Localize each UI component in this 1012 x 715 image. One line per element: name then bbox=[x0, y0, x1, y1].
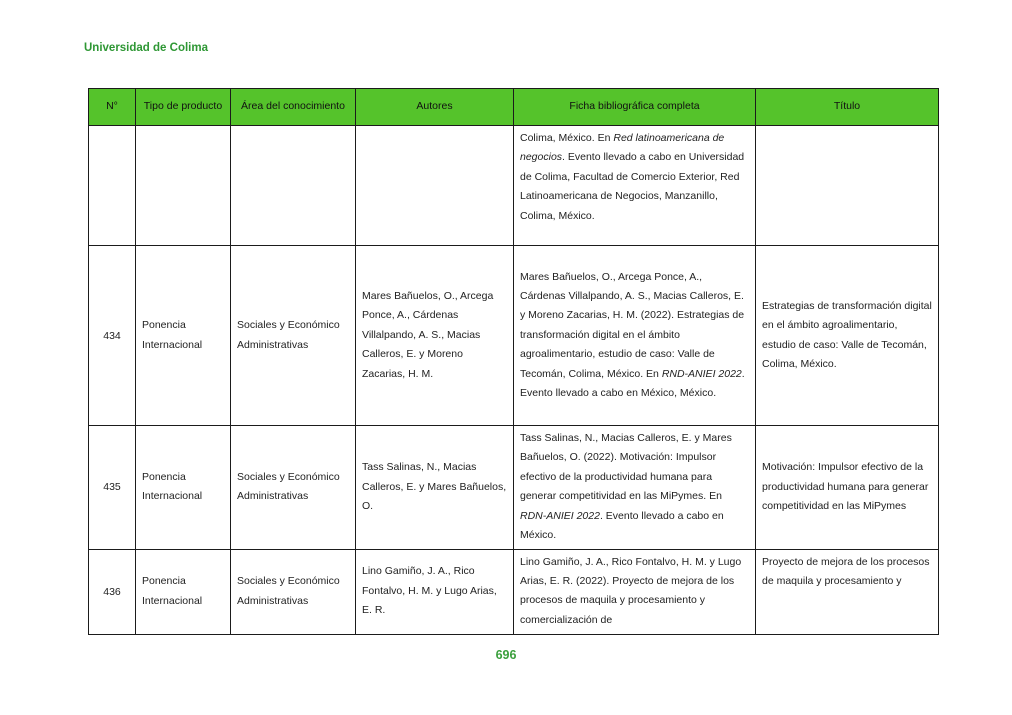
table-row-435 bbox=[89, 426, 939, 550]
cell-area: Sociales y Económico Administrativas bbox=[231, 549, 356, 634]
cell-titulo: Proyecto de mejora de los procesos de maquila y procesamiento y bbox=[756, 549, 939, 634]
cell-autores bbox=[356, 126, 514, 246]
cell-num bbox=[89, 126, 136, 246]
column-header-autores: Autores bbox=[356, 89, 514, 126]
column-header-area: Área del conocimiento bbox=[231, 89, 356, 126]
table-header-row bbox=[89, 89, 939, 126]
column-header-ficha: Ficha bibliográfica completa bbox=[514, 89, 756, 126]
table-row-434 bbox=[89, 246, 939, 426]
cell-area bbox=[231, 126, 356, 246]
cell-num: 436 bbox=[89, 549, 136, 634]
cell-ficha: Tass Salinas, N., Macias Calleros, E. y Mares Bañuelos, O. (2022). Motivación: Impulsor efectivo de la productividad humana para generar competitividad en las MiPymes. En RDN-ANIEI 2022. Evento llevado a cabo en México. bbox=[514, 426, 756, 550]
table-row-continuation bbox=[89, 126, 939, 246]
cell-tipo bbox=[136, 126, 231, 246]
cell-area: Sociales y Económico Administrativas bbox=[231, 246, 356, 426]
cell-autores: Lino Gamiño, J. A., Rico Fontalvo, H. M. y Lugo Arias, E. R. bbox=[356, 549, 514, 634]
cell-titulo: Motivación: Impulsor efectivo de la productividad humana para generar competitividad en las MiPymes bbox=[756, 426, 939, 550]
cell-autores: Mares Bañuelos, O., Arcega Ponce, A., Cárdenas Villalpando, A. S., Macias Calleros, E. y Moreno Zacarias, H. M. bbox=[356, 246, 514, 426]
page-title: Universidad de Colima bbox=[84, 42, 208, 54]
cell-tipo: Ponencia Internacional bbox=[136, 426, 231, 550]
page-number: 696 bbox=[495, 648, 517, 662]
cell-area: Sociales y Económico Administrativas bbox=[231, 426, 356, 550]
bibliography-table bbox=[88, 88, 939, 635]
cell-num: 435 bbox=[89, 426, 136, 550]
column-header-tipo: Tipo de producto bbox=[136, 89, 231, 126]
cell-tipo: Ponencia Internacional bbox=[136, 549, 231, 634]
column-header-titulo: Título bbox=[756, 89, 939, 126]
cell-ficha: Mares Bañuelos, O., Arcega Ponce, A., Cárdenas Villalpando, A. S., Macias Calleros, E. y Moreno Zacarias, H. M. (2022). Estrategias de transformación digital en el ámbito agroalimentario, estudio de caso: Valle de Tecomán, Colima, México. En RND-ANIEI 2022. Evento llevado a cabo en México, México. bbox=[514, 246, 756, 426]
cell-autores: Tass Salinas, N., Macias Calleros, E. y Mares Bañuelos, O. bbox=[356, 426, 514, 550]
cell-ficha: Colima, México. En Red latinoamericana de negocios. Evento llevado a cabo en Universidad de Colima, Facultad de Comercio Exterior, Red Latinoamericana de Negocios, Manzanillo, Colima, México. bbox=[514, 126, 756, 246]
cell-num: 434 bbox=[89, 246, 136, 426]
cell-ficha: Lino Gamiño, J. A., Rico Fontalvo, H. M. y Lugo Arias, E. R. (2022). Proyecto de mejora de los procesos de maquila y procesamiento y comercialización de bbox=[514, 549, 756, 634]
table-row-436 bbox=[89, 549, 939, 634]
cell-titulo: Estrategias de transformación digital en el ámbito agroalimentario, estudio de caso: Valle de Tecomán, Colima, México. bbox=[756, 246, 939, 426]
cell-tipo: Ponencia Internacional bbox=[136, 246, 231, 426]
column-header-num: N° bbox=[89, 89, 136, 126]
cell-titulo bbox=[756, 126, 939, 246]
